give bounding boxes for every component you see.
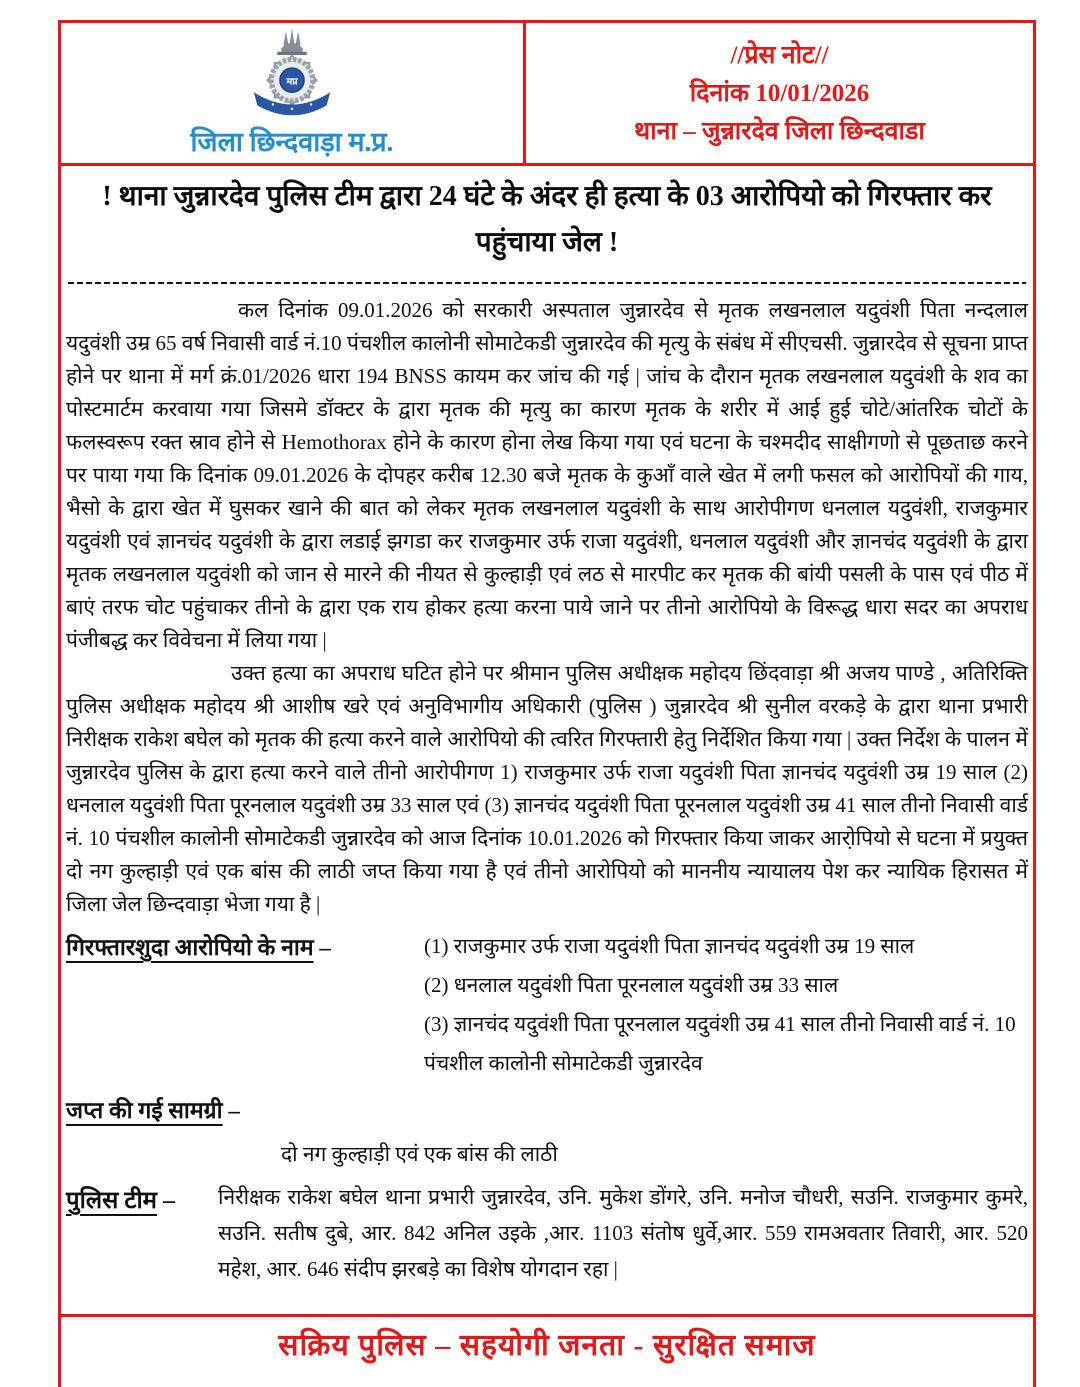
arrested-heading-dash: – [313, 935, 331, 960]
paragraph-2: उक्त हत्या का अपराध घटित होने पर श्रीमान पुलिस अधीक्षक महोदय छिंदवाड़ा श्री अजय पाण्डे , अतिरिक्ति पुलिस अधीक्षक महोदय श्री आशीष खरे एवं अनुविभागीय अधिकारी (पुलिस ) जुन्नारदेव श्री सुनील वरकड़े के द्वारा थाना प्रभारी निरीक्षक राकेश बघेल को मृतक की हत्या करने वाले आरोपियो की त्वरित गिरफ्तारी हेतु निर्देशित किया गया | उक्त निर्देश के पालन में जुन्नारदेव पुलिस के द्वारा हत्या करने वाले तीनो आरोपीगण 1) राजकुमार उर्फ राजा यदुवंशी पिता ज्ञानचंद यदुवंशी उम्र 19 साल (2) धनलाल यदुवंशी पिता पूरनलाल यदुवंशी उम्र 33 साल एवं (3) ज्ञानचंद यदुवंशी पिता पूरनलाल यदुवंशी उम्र 41 साल तीनो निवासी वार्ड नं. 10 पंचशील कालोनी सोमाटेकडी जुन्नारदेव को आज दिनांक 10.01.2026 को गिरफ्तार किया जाकर आरो़पियो से घटना में प्रयुक्त दो नग कुल्हाड़ी एवं एक बांस की लाठी जप्त किया गया है एवं तीनो आरोपियो को माननीय न्यायालय पेश कर न्यायिक हिरासत में जिला जेल छिन्दवाड़ा भेजा गया है | [66, 661, 1028, 916]
dashed-separator [68, 282, 1026, 284]
arrested-item: (1) राजकुमार उर्फ राजा यदुवंशी पिता ज्ञानचंद यदुवंशी उम्र 19 साल [424, 934, 915, 958]
team-heading-text: पुलिस टीम [66, 1188, 158, 1214]
arrested-item: (2) धनलाल यदुवंशी पिता पूरनलाल यदुवंशी उम्र 33 साल [424, 973, 839, 997]
seized-heading-dash: – [222, 1098, 240, 1123]
footer-slogan: सक्रिय पुलिस – सहयोगी जनता - सुरक्षित समाज [278, 1329, 816, 1362]
team-heading-dash: – [157, 1188, 176, 1214]
press-note-label: //प्रेस नोट// [730, 42, 829, 69]
arrested-heading-text: गिरफ्तारशुदा आरोपियो के नाम [66, 935, 314, 960]
paragraph-1: कल दिनांक 09.01.2026 को सरकारी अस्पताल जुन्नारदेव से मृतक लखनलाल यदुवंशी पिता नन्दलाल यदुवंशी उम्र 65 वर्ष निवासी वार्ड नं.10 पंचशील कालोनी सोमाटेकडी जुन्नारदेव की मृत्यु के संबंध में सीएचसी. जुन्नारदेव से सूचना प्राप्त होने पर थाना में मर्ग क्रं.01/2026 धारा 194 BNSS कायम कर जांच की गई | जांच के दौरान मृतक लखनलाल यदुवंशी के शव का पोस्टमार्टम करवाया गया जिसमे डॉक्टर के द्वारा मृतक की मृत्यु का कारण मृतक के शरीर में आई हुई चोटे/आंतरिक चोटों के फलस्वरूप रक्त स्राव होने से Hemothorax होने के कारण होना लेख किया गया एवं घटना के चश्मदीद साक्षीगणो से पूछताछ करने पर पाया गया कि दिनांक 09.01.2026 के दोपहर करीब 12.30 बजे मृतक के कुआँ वाले खेत में लगी फसल को आरोपियों की गाय, भैसो के द्वारा खेत में घुसकर खाने की बात को लेकर मृतक लखनलाल यदुवंशी के साथ आरोपीगण धनलाल यदुवंशी, राजकुमार यदुवंशी एवं ज्ञानचंद यदुवंशी के द्वारा लडाई झगडा कर राजकुमार उर्फ राजा यदुवंशी, धनलाल यदुवंशी और ज्ञानचंद यदुवंशी के द्वारा मृतक लखनलाल यदुवंशी को जान से मारने की नीयत से कुल्हाड़ी एवं लठ से मारपीट कर मृतक की बांयी पसली के पास एवं पीठ में बाएं तरफ चोट पहुंचाकर तीनो के द्वारा एक राय होकर हत्या करना पाये जाने पर तीनो आरोपियो के विरूद्ध धारा सदर का अपराध पंजीबद्ध कर विवेचना में लिया गया | [66, 298, 1028, 652]
arrested-item: (3) ज्ञानचंद यदुवंशी पिता पूरनलाल यदुवंशी उम्र 41 साल तीनो निवासी वार्ड नं. 10 पंचशील कालोनी सोमाटेकडी जुन्नारदेव [424, 1012, 1016, 1075]
police-team-section [66, 1179, 1028, 1287]
district-caption: जिला छिन्दवाड़ा म.प्र. [190, 127, 394, 157]
seized-item: दो नग कुल्हाड़ी एवं एक बांस की लाठी [281, 1142, 558, 1166]
arrested-list [418, 927, 1028, 1083]
police-station-line: थाना – जुन्नारदेव जिला छिन्दवाडा [634, 118, 925, 145]
arrested-section [66, 927, 1028, 1083]
team-members-text: निरीक्षक राकेश बघेल थाना प्रभारी जुन्नारदेव, उनि. मुकेश डोंगरे, उनि. मनोज चौधरी, सउनि. राजकुमार कुमरे, सउनि. सतीष दुबे, आर. 842 अनिल उइके ,आर. 1103 संतोष धुर्वे,आर. 559 रामअवतार तिवारी, आर. 520 महेश, आर. 646 संदीप झरबड़े का विशेष योगदान रहा | [218, 1185, 1028, 1281]
press-note-date: दिनांक 10/01/2026 [689, 80, 870, 107]
team-heading [66, 1179, 214, 1287]
document-body [61, 166, 1033, 1317]
header-right-cell [526, 23, 1033, 163]
arrested-heading [66, 927, 418, 1083]
header-left-cell [61, 23, 526, 163]
document-frame [58, 20, 1036, 1387]
seized-section [66, 1093, 1028, 1171]
seized-heading-text: जप्त की गई सामग्री [66, 1098, 223, 1123]
document-title: ! थाना जुन्नारदेव पुलिस टीम द्वारा 24 घंटे के अंदर ही हत्या के 03 आरोपियो को गिरफ्तार कर पहुंचाया जेल ! [102, 181, 992, 258]
mp-police-emblem-icon [240, 25, 344, 125]
seized-heading [66, 1093, 1028, 1125]
header [61, 23, 1033, 166]
logo-center-text: मप्र [286, 77, 298, 88]
footer [61, 1317, 1033, 1370]
